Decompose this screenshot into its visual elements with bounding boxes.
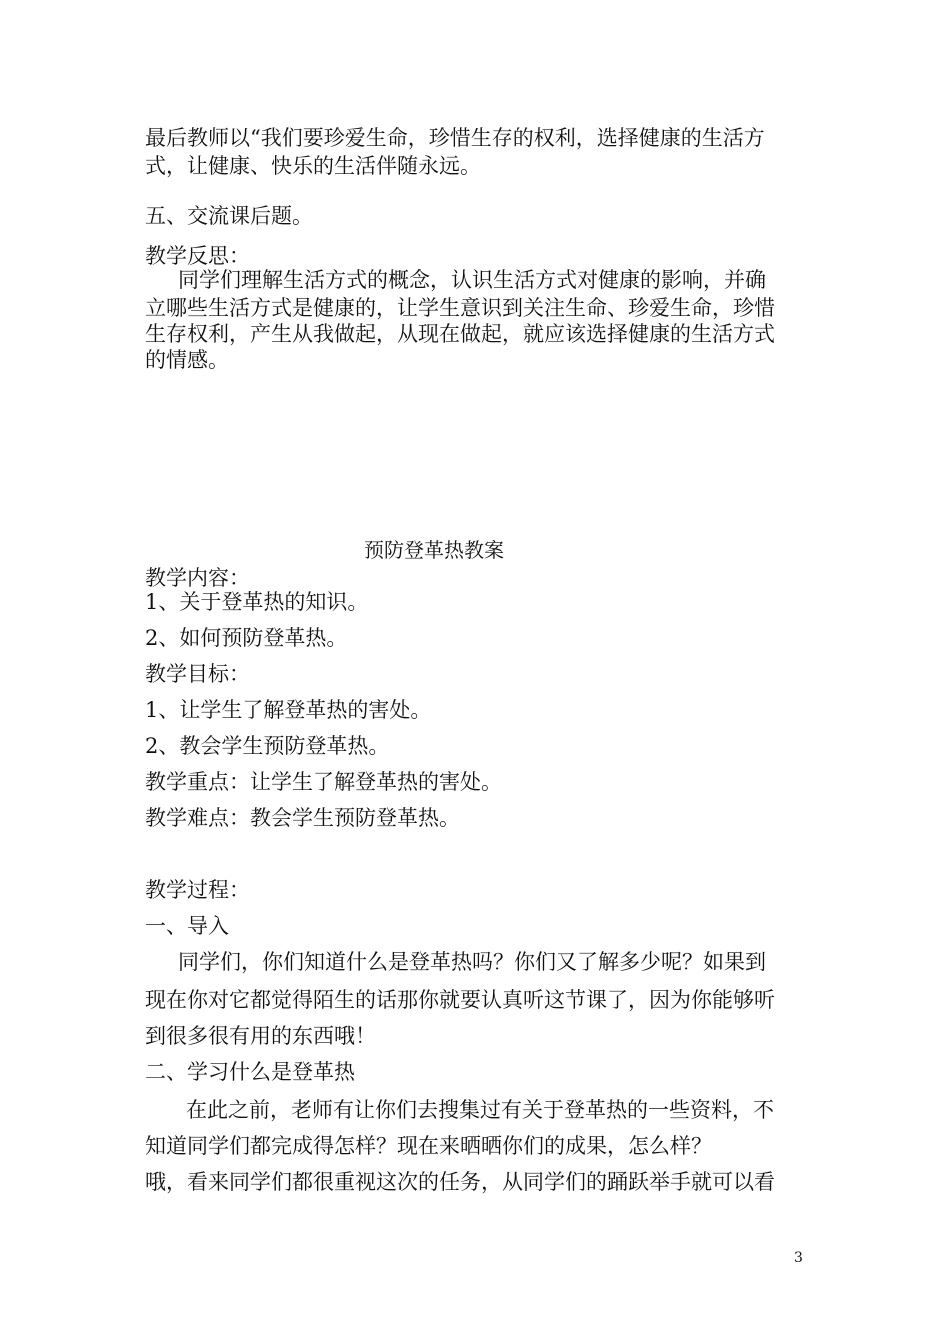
content-item: 2、如何预防登革热。 <box>145 626 348 650</box>
goals-heading: 教学目标： <box>145 662 250 686</box>
step-two-line: 知道同学们都完成得怎样？现在来晒晒你们的成果，怎么样？ <box>145 1134 712 1158</box>
content-heading: 教学内容： <box>145 566 250 590</box>
page-number: 3 <box>794 1250 803 1266</box>
step-five: 五、交流课后题。 <box>145 204 313 228</box>
process-heading: 教学过程： <box>145 878 250 902</box>
goal-item: 1、让学生了解登革热的害处。 <box>145 698 432 722</box>
step-one-heading: 一、导入 <box>145 914 229 938</box>
step-one-line: 到很多很有用的东西哦！ <box>145 1024 376 1048</box>
key-point: 教学重点：让学生了解登革热的害处。 <box>145 770 502 794</box>
reflection-line: 立哪些生活方式是健康的，让学生意识到关注生命、珍爱生命，珍惜 <box>145 296 775 320</box>
content-item: 1、关于登革热的知识。 <box>145 590 369 614</box>
lesson-title: 预防登革热教案 <box>364 538 504 562</box>
step-two-line: 在此之前，老师有让你们去搜集过有关于登革热的一些资料，不 <box>186 1098 774 1122</box>
step-two-line: 哦，看来同学们都很重视这次的任务，从同学们的踊跃举手就可以看 <box>145 1170 775 1194</box>
reflection-heading: 教学反思： <box>145 244 250 268</box>
reflection-line: 生存权利，产生从我做起，从现在做起，就应该选择健康的生活方式 <box>145 322 775 346</box>
reflection-line: 同学们理解生活方式的概念，认识生活方式对健康的影响，并确 <box>178 268 766 292</box>
step-one-line: 同学们，你们知道什么是登革热吗？你们又了解多少呢？如果到 <box>178 950 766 974</box>
goal-item: 2、教会学生预防登革热。 <box>145 734 390 758</box>
step-one-line: 现在你对它都觉得陌生的话那你就要认真听这节课了，因为你能够听 <box>145 988 775 1012</box>
reflection-line: 的情感。 <box>145 348 229 372</box>
difficult-point: 教学难点：教会学生预防登革热。 <box>145 806 460 830</box>
closing-remark-line-2: 式，让健康、快乐的生活伴随永远。 <box>145 154 481 178</box>
closing-remark-line-1: 最后教师以“我们要珍爱生命，珍惜生存的权利，选择健康的生活方 <box>145 126 765 150</box>
step-two-heading: 二、学习什么是登革热 <box>145 1060 355 1084</box>
